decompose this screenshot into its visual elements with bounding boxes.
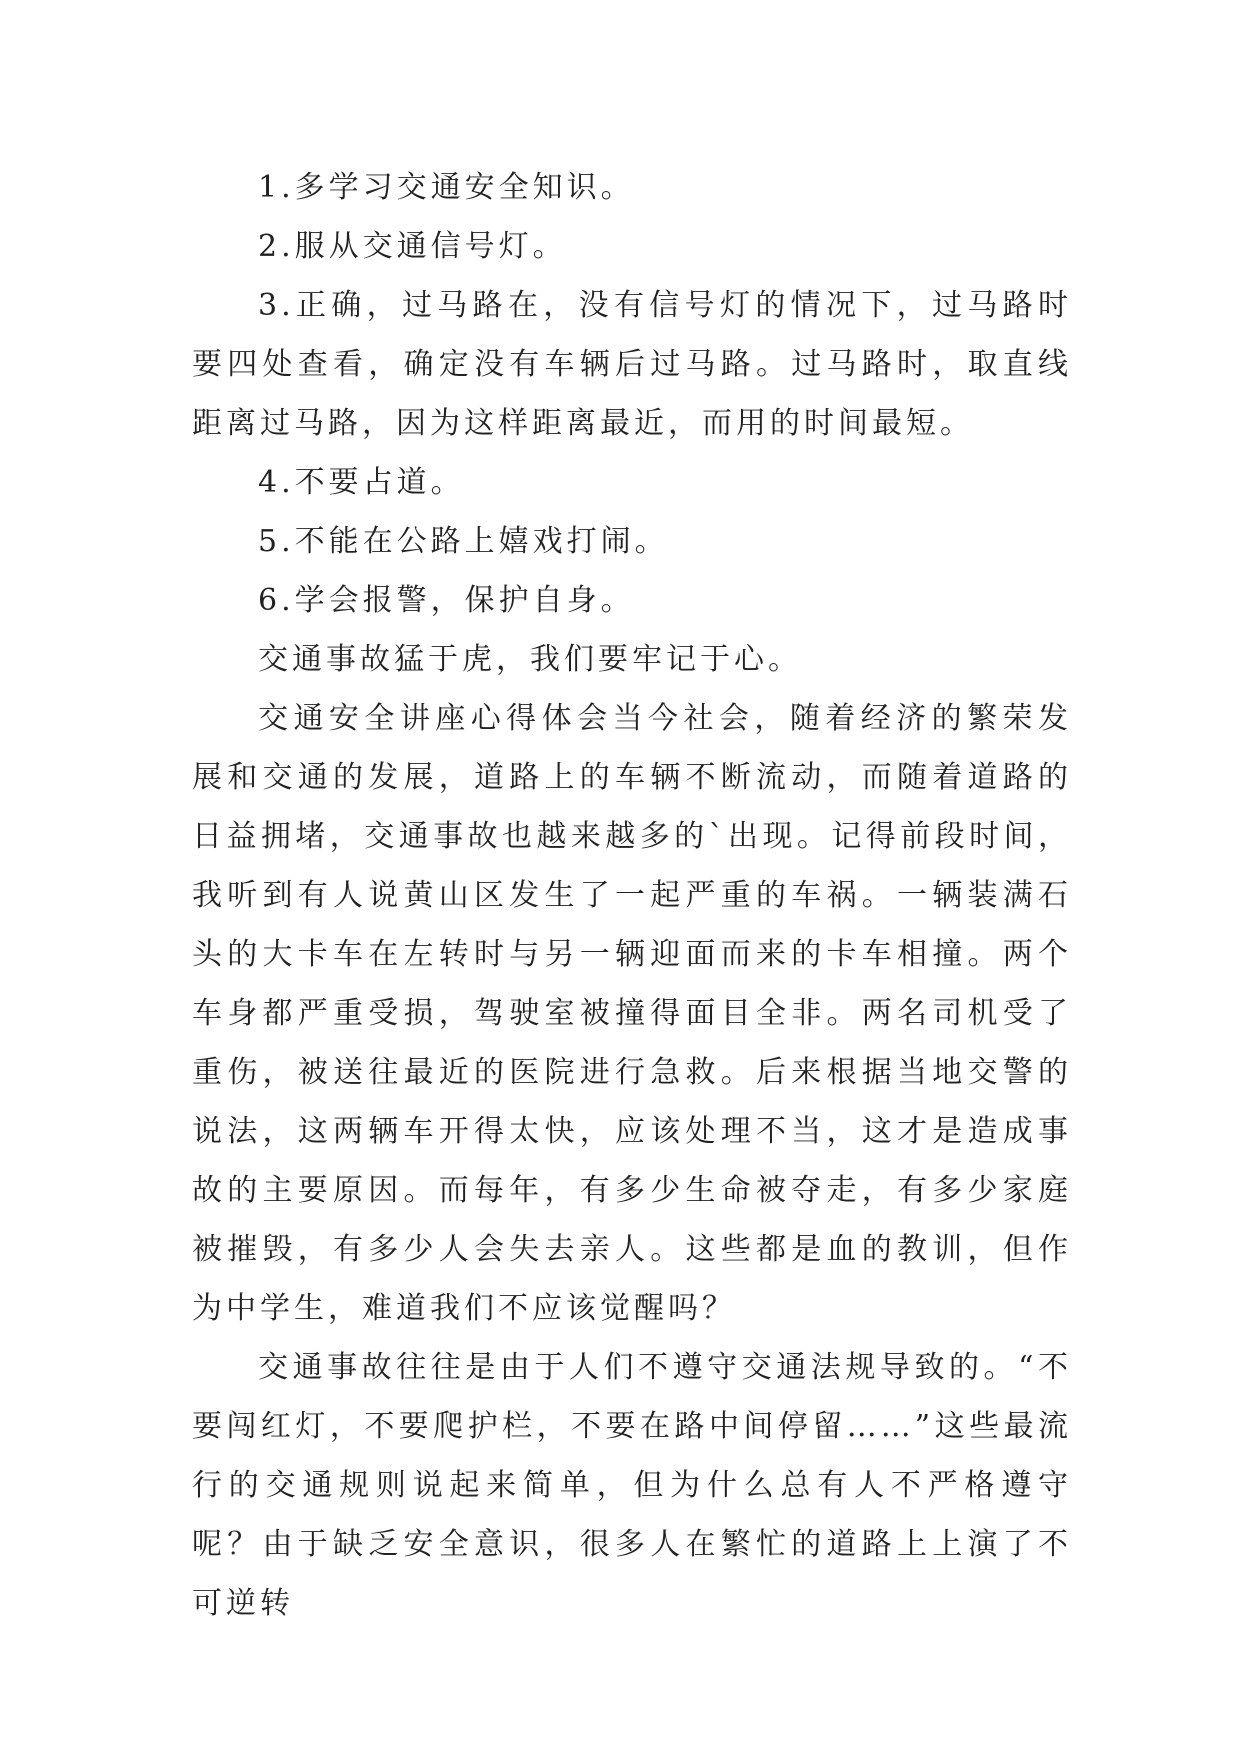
paragraph-tip-2: 2.服从交通信号灯。 <box>258 229 567 264</box>
paragraph-tip-4: 4.不要占道。 <box>258 465 465 500</box>
paragraph-lecture-reflection: 交通安全讲座心得体会当今社会，随着经济的繁荣发展和交通的发展，道路上的车辆不断流动，而随着道路的日益拥堵，交通事故也越来越多的`出现。记得前段时间，我听到有人说黄山区发生了一起严重的车祸。一辆装满石头的大卡车在左转时与另一辆迎面而来的卡车相撞。两个车身都严重受损，驾驶室被撞得面目全非。两名司机受了重伤，被送往最近的医院进行急救。后来根据当地交警的说法，这两辆车开得太快，应该处理不当，这才是造成事故的主要原因。而每年，有多少生命被夺走，有多少家庭被摧毁，有多少人会失去亲人。这些都是血的教训，但作为中学生，难道我们不应该觉醒吗？ <box>192 701 1072 1326</box>
paragraph-tip-1: 1.多学习交通安全知识。 <box>258 170 635 205</box>
paragraph-tip-6: 6.学会报警，保护自身。 <box>258 583 635 618</box>
paragraph-tip-5: 5.不能在公路上嬉戏打闹。 <box>258 524 669 559</box>
document-page <box>192 158 1072 1633</box>
paragraph-traffic-rules: 交通事故往往是由于人们不遵守交通法规导致的。“不要闯红灯，不要爬护栏，不要在路中间停留……”这些最流行的交通规则说起来简单，但为什么总有人不严格遵守呢？由于缺乏安全意识，很多人在繁忙的道路上上演了不可逆转 <box>192 1350 1072 1621</box>
paragraph-summary: 交通事故猛于虎，我们要牢记于心。 <box>258 642 802 677</box>
paragraph-tip-3: 3.正确，过马路在，没有信号灯的情况下，过马路时要四处查看，确定没有车辆后过马路。过马路时，取直线距离过马路，因为这样距离最近，而用的时间最短。 <box>192 288 1072 441</box>
